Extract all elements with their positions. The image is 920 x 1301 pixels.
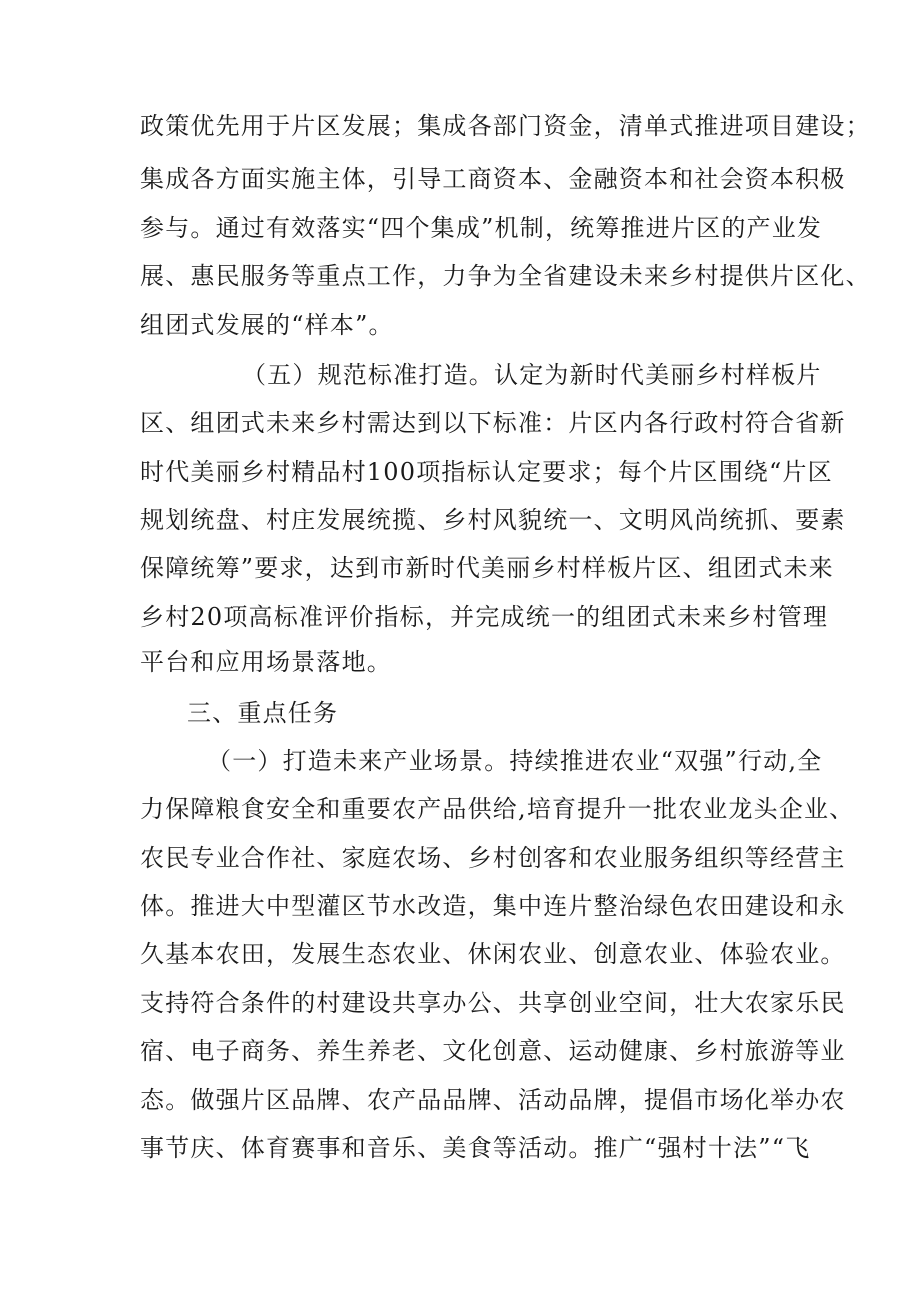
text-line-4: 展、惠民服务等重点工作，力争为全省建设未来乡村提供片区化、 bbox=[140, 262, 871, 290]
text-line-15: 力保障粮食安全和重要农产品供给,培育提升一批农业龙头企业、 bbox=[140, 795, 855, 823]
text-line-5: 组团式发展的“样本”。 bbox=[140, 311, 394, 339]
text-line-21: 态。做强片区品牌、农产品品牌、活动品牌，提倡市场化举办农 bbox=[140, 1086, 846, 1114]
text-line-18: 久基本农田，发展生态农业、休闲农业、创意农业、体验农业。 bbox=[140, 940, 846, 968]
subsection-1-heading-line: （一）打造未来产业场景。持续推进农业“双强”行动,全 bbox=[207, 747, 823, 775]
text-line-2: 集成各方面实施主体，引导工商资本、金融资本和社会资本积极 bbox=[140, 165, 846, 193]
text-line-9: 规划统盘、村庄发展统揽、乡村风貌统一、文明风尚统抓、要素 bbox=[140, 506, 846, 534]
text-line-17: 体。推进大中型灌区节水改造，集中连片整治绿色农田建设和永 bbox=[140, 892, 846, 920]
text-line-16: 农民专业合作社、家庭农场、乡村创客和农业服务组织等经营主 bbox=[140, 844, 846, 872]
text-line-19: 支持符合条件的村建设共享办公、共享创业空间，壮大农家乐民 bbox=[140, 989, 846, 1017]
text-line-1: 政策优先用于片区发展；集成各部门资金，清单式推进项目建设； bbox=[140, 112, 871, 140]
text-line-20: 宿、电子商务、养生养老、文化创意、运动健康、乡村旅游等业 bbox=[140, 1037, 846, 1065]
text-line-10: 保障统筹”要求，达到市新时代美丽乡村样板片区、组团式未来 bbox=[140, 554, 834, 582]
text-line-12: 平台和应用场景落地。 bbox=[140, 648, 392, 676]
section-5-heading-line: （五）规范标准打造。认定为新时代美丽乡村样板片 bbox=[242, 361, 822, 389]
section-3-heading: 三、重点任务 bbox=[187, 699, 339, 727]
text-line-8: 时代美丽乡村精品村100项指标认定要求；每个片区围绕“片区 bbox=[140, 458, 833, 486]
text-line-7: 区、组团式未来乡村需达到以下标准：片区内各行政村符合省新 bbox=[140, 409, 846, 437]
text-line-22: 事节庆、体育赛事和音乐、美食等活动。推广“强村十法”“飞 bbox=[140, 1134, 811, 1162]
text-line-3: 参与。通过有效落实“四个集成”机制，统筹推进片区的产业发 bbox=[140, 214, 823, 242]
text-line-11: 乡村20项高标准评价指标，并完成统一的组团式未来乡村管理 bbox=[140, 603, 829, 631]
